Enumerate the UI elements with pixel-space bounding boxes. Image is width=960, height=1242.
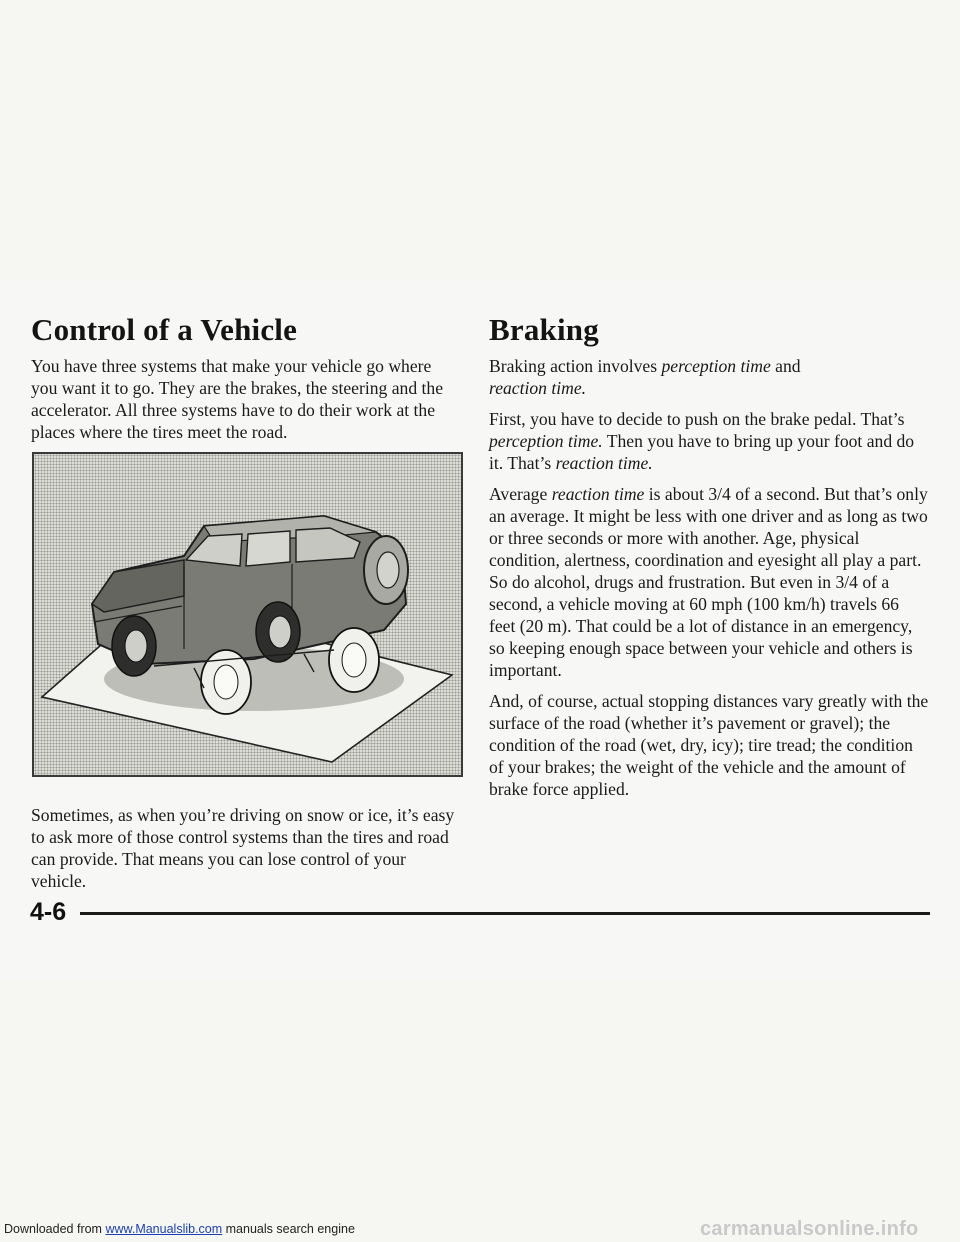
term-perception-time: perception time. xyxy=(489,431,603,451)
watermark: carmanualsonline.info xyxy=(700,1218,919,1240)
braking-paragraph-2 xyxy=(489,408,929,474)
text-span: First, you have to decide to push on the brake pedal. That’s xyxy=(489,409,905,429)
control-closing-paragraph: Sometimes, as when you’re driving on snow or ice, it’s easy to ask more of those control systems than the tires and road can provide. That means you can lose control of your vehicle. xyxy=(31,805,455,891)
term-reaction-time: reaction time. xyxy=(489,378,587,398)
suv-on-road-patch-drawing xyxy=(34,454,461,775)
front-wheel-left xyxy=(112,616,156,676)
download-credit xyxy=(4,1222,355,1236)
term-reaction-time: reaction time xyxy=(551,484,645,504)
spare-tire-hub xyxy=(377,552,399,588)
text-span: is about 3/4 of a second. But that’s only an average. It might be less with one driver and as long as two or three seconds or more with another. Age, physical condition, alertness, coordination and eyesight all play a part. So do alcohol, drugs and frustration. But even in 3/4 of a second, a vehicle moving at 60 mph (100 km/h) travels 66 feet (20 m). That could be a lot of distance in an emergency, so keeping enough space between your vehicle and others is important. xyxy=(489,484,928,680)
term-perception-time: perception time xyxy=(661,356,771,376)
rear-wheel-right xyxy=(329,628,379,692)
section-title-braking: Braking xyxy=(489,312,599,347)
braking-text-column xyxy=(489,355,929,809)
braking-paragraph-4: And, of course, actual stopping distances vary greatly with the surface of the road (whether it’s pavement or gravel); the condition of the road (wet, dry, icy); tire tread; the condition of your brakes; the weight of the vehicle and the amount of brake force applied. xyxy=(489,691,929,799)
section-title-control: Control of a Vehicle xyxy=(31,312,298,347)
braking-paragraph-1 xyxy=(489,355,929,399)
text-span: and xyxy=(770,356,801,376)
text-span: Average xyxy=(489,484,552,504)
footer-rule xyxy=(80,912,930,915)
term-reaction-time: reaction time. xyxy=(555,453,653,473)
credit-prefix: Downloaded from xyxy=(4,1222,106,1236)
vehicle-window-middle xyxy=(246,531,290,566)
vehicle-illustration xyxy=(32,452,463,777)
credit-suffix: manuals search engine xyxy=(222,1222,355,1236)
control-intro-paragraph: You have three systems that make your vehicle go where you want it to go. They are the brakes, the steering and the accelerator. All three systems have to do their work at the places where the tires meet the road. xyxy=(31,356,444,442)
braking-paragraph-3 xyxy=(489,483,929,681)
manualslib-link[interactable]: www.Manualslib.com xyxy=(105,1222,223,1236)
text-span: Braking action involves xyxy=(489,356,662,376)
text-span: Then you have to bring up your foot and do it. That’s xyxy=(489,431,915,473)
page-number: 4-6 xyxy=(30,898,67,926)
